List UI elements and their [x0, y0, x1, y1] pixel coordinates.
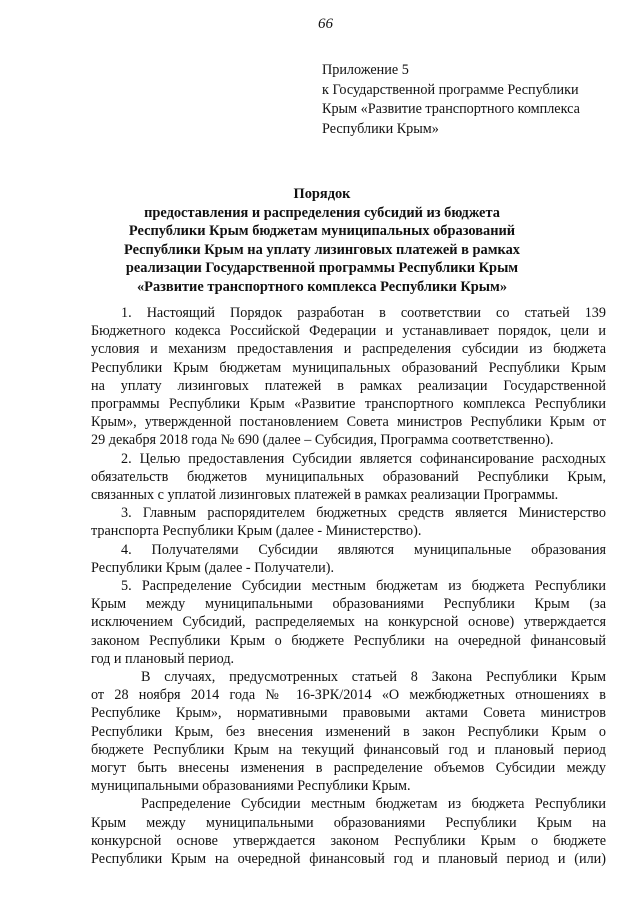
title-line: «Развитие транспортного комплекса Республики Крым»	[136, 278, 508, 295]
paragraph-line: обязательств бюджетов муниципальных образований Республики Крым,	[91, 468, 606, 485]
paragraph-line: программы Республики Крым «Развитие транспортного комплекса Республики	[91, 396, 606, 413]
paragraph-line: 4. Получателями Субсидии являются муниципальные образования	[121, 541, 606, 558]
paragraph-line: Распределение Субсидии местным бюджетам из бюджета Республики	[141, 796, 606, 813]
title-line: предоставления и распределения субсидий из бюджета	[144, 204, 500, 221]
paragraph-line: муниципальными образованиями Республики Крым.	[91, 778, 411, 795]
title-line: Республики Крым бюджетам муниципальных образований	[128, 223, 516, 240]
page-number: 66	[318, 16, 333, 32]
paragraph-line: законом Республики Крым о бюджете Республики на очередной финансовый	[91, 632, 606, 649]
paragraph-line: бюджете Республики Крым на текущий финансовый год и плановый период	[91, 741, 606, 758]
paragraph-line: Республики Крым, без внесения изменений в закон Республики Крым о	[91, 723, 606, 740]
paragraph-line: Крым», утвержденной постановлением Совета министров Республики Крым от	[91, 414, 606, 431]
paragraph-line: условия и механизм предоставления и распределения субсидии из бюджета	[91, 341, 606, 358]
paragraph	[91, 795, 606, 868]
paragraph-line: 2. Целью предоставления Субсидии является софинансирование расходных	[121, 450, 606, 467]
paragraph-line: могут быть внесены изменения в распределение объемов Субсидии между	[91, 760, 606, 777]
appendix-line: Крым «Развитие транспортного комплекса	[322, 101, 580, 117]
paragraph	[91, 668, 606, 795]
paragraph	[91, 504, 606, 540]
paragraph-line: Крым между муниципальными образованиями Республики Крым (за	[91, 596, 606, 613]
paragraph-line: В случаях, предусмотренных статьей 8 Закона Республики Крым	[141, 669, 606, 686]
paragraph-line: от 28 ноября 2014 года № 16-ЗРК/2014 «О межбюджетных отношениях в	[91, 687, 606, 704]
paragraph-line: 29 декабря 2018 года № 690 (далее – Субсидия, Программа соответственно).	[91, 432, 554, 449]
title-line: Порядок	[293, 186, 351, 202]
paragraph-line: Республики Крым бюджетам муниципальных образований Республики Крым	[91, 359, 606, 376]
appendix-line: Приложение 5	[322, 62, 409, 78]
paragraph	[91, 541, 606, 577]
paragraph-line: конкурсной основе утверждается законом Республики Крым о бюджете	[91, 832, 606, 849]
paragraph-line: 3. Главным распорядителем бюджетных средств является Министерство	[121, 505, 606, 522]
title-line: реализации Государственной программы Республики Крым	[125, 260, 519, 277]
document-title	[92, 185, 552, 297]
paragraph-line: Бюджетного кодекса Российской Федерации и устанавливает порядок, цели и	[91, 323, 606, 340]
paragraph	[91, 577, 606, 668]
paragraph-line: Республики Крым на очередной финансовый год и плановый период и (или)	[91, 851, 606, 868]
paragraph-line: год и плановый период.	[91, 650, 235, 667]
paragraph	[91, 304, 606, 450]
paragraph	[91, 450, 606, 505]
appendix-line: к Государственной программе Республики	[322, 81, 579, 98]
paragraph-line: транспорта Республики Крым (далее - Министерство).	[91, 523, 422, 540]
paragraph-line: 5. Распределение Субсидии местным бюджетам из бюджета Республики	[121, 578, 606, 595]
paragraph-line: на уплату лизинговых платежей в рамках реализации Государственной	[91, 377, 606, 394]
document-body	[91, 304, 606, 868]
appendix-note	[322, 61, 580, 139]
paragraph-line: Республике Крым», нормативными правовыми актами Совета министров	[91, 705, 606, 722]
paragraph-line: исключением Субсидий, распределяемых на конкурсной основе) утверждается	[91, 614, 606, 631]
title-line: Республики Крым на уплату лизинговых платежей в рамках	[124, 241, 520, 258]
paragraph-line: 1. Настоящий Порядок разработан в соответствии со статьей 139	[121, 305, 606, 321]
paragraph-line: связанных с уплатой лизинговых платежей в рамках реализации Программы.	[91, 487, 559, 504]
paragraph-line: Республики Крым (далее - Получатели).	[91, 559, 335, 576]
appendix-line: Республики Крым»	[322, 120, 439, 137]
paragraph-line: Крым между муниципальными образованиями Республики Крым на	[91, 814, 606, 831]
